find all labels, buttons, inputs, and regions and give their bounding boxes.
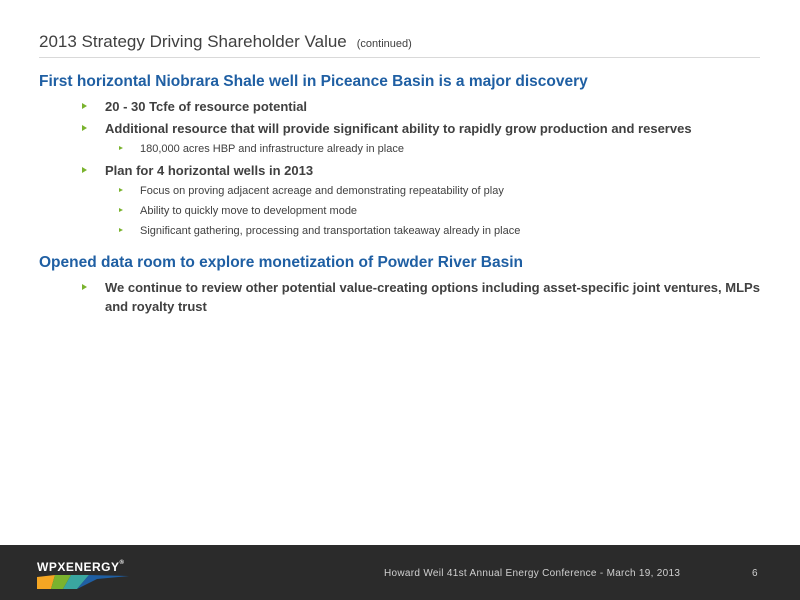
wpx-energy-logo (37, 560, 147, 592)
bullet-arrow-icon (82, 284, 87, 290)
bullet-text: Significant gathering, processing and transportation takeaway already in place (140, 225, 521, 237)
bullet-arrow-icon (82, 167, 87, 173)
bullet-arrow-icon (119, 146, 123, 150)
bullet-text: Focus on proving adjacent acreage and demonstrating repeatability of play (140, 185, 504, 197)
logo-swoosh-icon (37, 575, 132, 589)
footer-event-text: Howard Weil 41st Annual Energy Conference - March 19, 2013 (384, 568, 681, 579)
bullet-text: Plan for 4 horizontal wells in 2013 (105, 163, 314, 178)
section-heading-niobrara: First horizontal Niobrara Shale well in Piceance Basin is a major discovery (39, 73, 588, 90)
subbullet-development-mode (39, 203, 769, 219)
page-number: 6 (752, 568, 758, 579)
bullet-text: 20 - 30 Tcfe of resource potential (105, 99, 308, 114)
bullet-text: We continue to review other potential value-creating options including asset-specific joint ventures, MLPs and royalty trust (105, 280, 760, 314)
slide-title-text: 2013 Strategy Driving Shareholder Value (39, 32, 347, 51)
subbullet-gathering-takeaway (39, 223, 769, 239)
slide-footer (0, 545, 800, 600)
section-heading-powder-river: Opened data room to explore monetization of Powder River Basin (39, 254, 524, 271)
bullet-arrow-icon (119, 188, 123, 192)
bullet-arrow-icon (119, 228, 123, 232)
slide-content (39, 73, 769, 319)
bullet-value-options (39, 278, 769, 316)
bullet-arrow-icon (119, 208, 123, 212)
bullet-text: Ability to quickly move to development mode (140, 205, 358, 217)
bullet-arrow-icon (82, 125, 87, 131)
bullet-additional-resource (39, 119, 769, 138)
subbullet-acres-hbp (39, 141, 769, 157)
slide-title (39, 32, 412, 52)
title-divider (39, 57, 760, 58)
bullet-arrow-icon (82, 103, 87, 109)
subbullet-adjacent-acreage (39, 183, 769, 199)
slide-title-suffix: (continued) (356, 38, 412, 50)
logo-text: WPXENERGY® (37, 560, 125, 574)
bullet-horizontal-wells (39, 161, 769, 180)
bullet-resource-potential (39, 97, 769, 116)
bullet-text: 180,000 acres HBP and infrastructure already in place (140, 143, 404, 155)
bullet-text: Additional resource that will provide significant ability to rapidly grow production and reserves (105, 121, 692, 136)
